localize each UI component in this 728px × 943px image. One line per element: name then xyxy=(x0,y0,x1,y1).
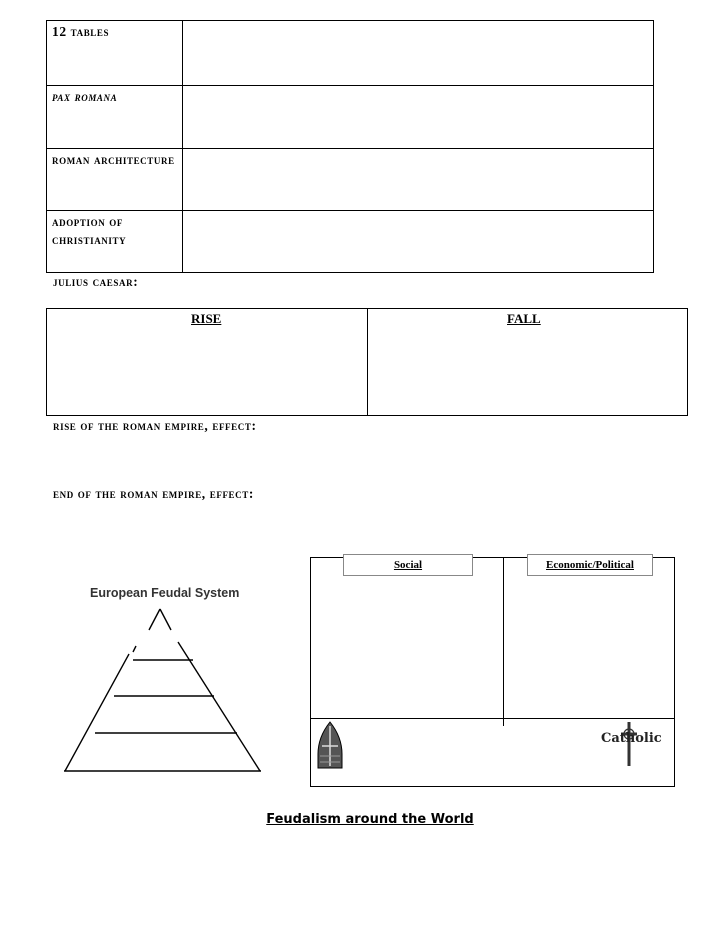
feudal-pyramid xyxy=(60,606,265,776)
social-economic-box xyxy=(310,557,675,787)
table-divider xyxy=(182,149,183,210)
table-divider xyxy=(367,309,368,415)
fall-header: FALL xyxy=(507,311,541,326)
pyramid-edge xyxy=(65,654,129,771)
feudal-system-title: European Feudal System xyxy=(90,586,240,600)
term-row-12-tables xyxy=(47,21,653,85)
term-label: pax romana xyxy=(52,89,118,104)
term-label: roman architecture xyxy=(52,152,175,167)
box-divider xyxy=(503,558,504,726)
rise-effect-label: rise of the roman empire, effect: xyxy=(53,418,257,433)
end-effect-label: end of the roman empire, effect: xyxy=(53,486,254,501)
term-row-adoption-of-christianity xyxy=(47,210,653,272)
rise-fall-table xyxy=(46,308,688,416)
catholic-logo-text: Catholic xyxy=(601,731,662,746)
table-divider xyxy=(182,211,183,272)
pyramid-edge xyxy=(149,609,160,630)
social-tab: Social xyxy=(343,554,473,576)
economic-political-tab: Economic/Political xyxy=(527,554,653,576)
term-label: 12 tables xyxy=(52,24,110,39)
julius-caesar-label: julius caesar: xyxy=(53,274,139,289)
pyramid-edge xyxy=(160,609,171,630)
footer-title: Feudalism around the World xyxy=(266,812,474,827)
table-divider xyxy=(182,86,183,148)
term-row-roman-architecture xyxy=(47,148,653,210)
rise-header: RISE xyxy=(191,311,222,326)
table-divider xyxy=(182,21,183,85)
term-row-pax-romana xyxy=(47,85,653,148)
box-divider xyxy=(311,718,674,719)
term-label: adoption of christianity xyxy=(52,214,127,247)
pyramid-edge xyxy=(178,642,260,771)
mitre-icon xyxy=(314,720,346,770)
terms-table xyxy=(46,20,654,273)
pyramid-edge xyxy=(133,646,136,652)
